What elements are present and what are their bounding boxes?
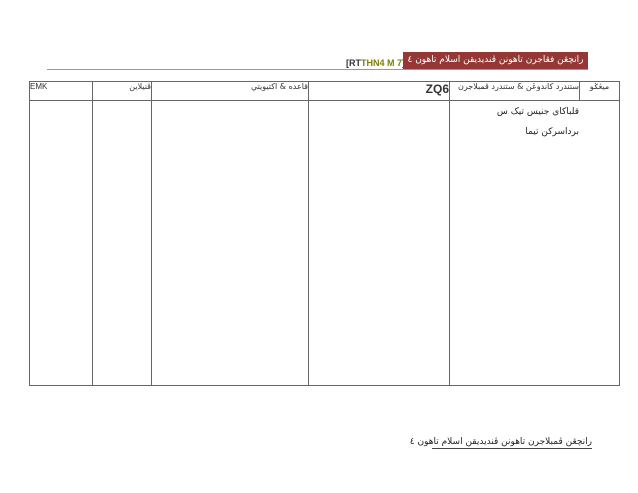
col-header-zone [309,82,450,101]
cell-penilaian [93,101,152,386]
header-code-prefix: [RT [346,58,361,68]
header-code-accent: THN4 M 7 [361,58,403,68]
standard-line-2: برداسرکن تيما [525,127,579,137]
plan-table [29,81,620,386]
zone-mark: ZQ6 [425,82,449,96]
table-row [30,101,620,386]
header-code [346,58,405,68]
header-banner: رانچڠن فڠاجرن تاهونن ڤنديديقن اسلام تاهون ٤ [403,52,588,69]
footer-caption: رانچڠن ڤمبلاجرن تاهونن ڤنديديقن اسلام تاهون ٤ [409,437,592,447]
cell-zone [309,101,450,386]
col-header-kaedah: قاعده & اکتيويتي [152,82,309,101]
cell-kaedah [152,101,309,386]
standard-line-1: قلباکاي جنيس تيک س [496,107,579,117]
table-header-row [30,82,620,101]
cell-standard [450,101,620,386]
col-header-standard: ستندرد کاندوڠن & ستندرد ڤمبلاجرن [450,82,580,101]
col-header-emk: EMK [30,82,93,101]
col-header-penilaian: ڤنيلاين [93,82,152,101]
cell-emk [30,101,93,386]
header-divider [47,69,588,70]
col-header-week: ميڠݢو [580,82,620,101]
